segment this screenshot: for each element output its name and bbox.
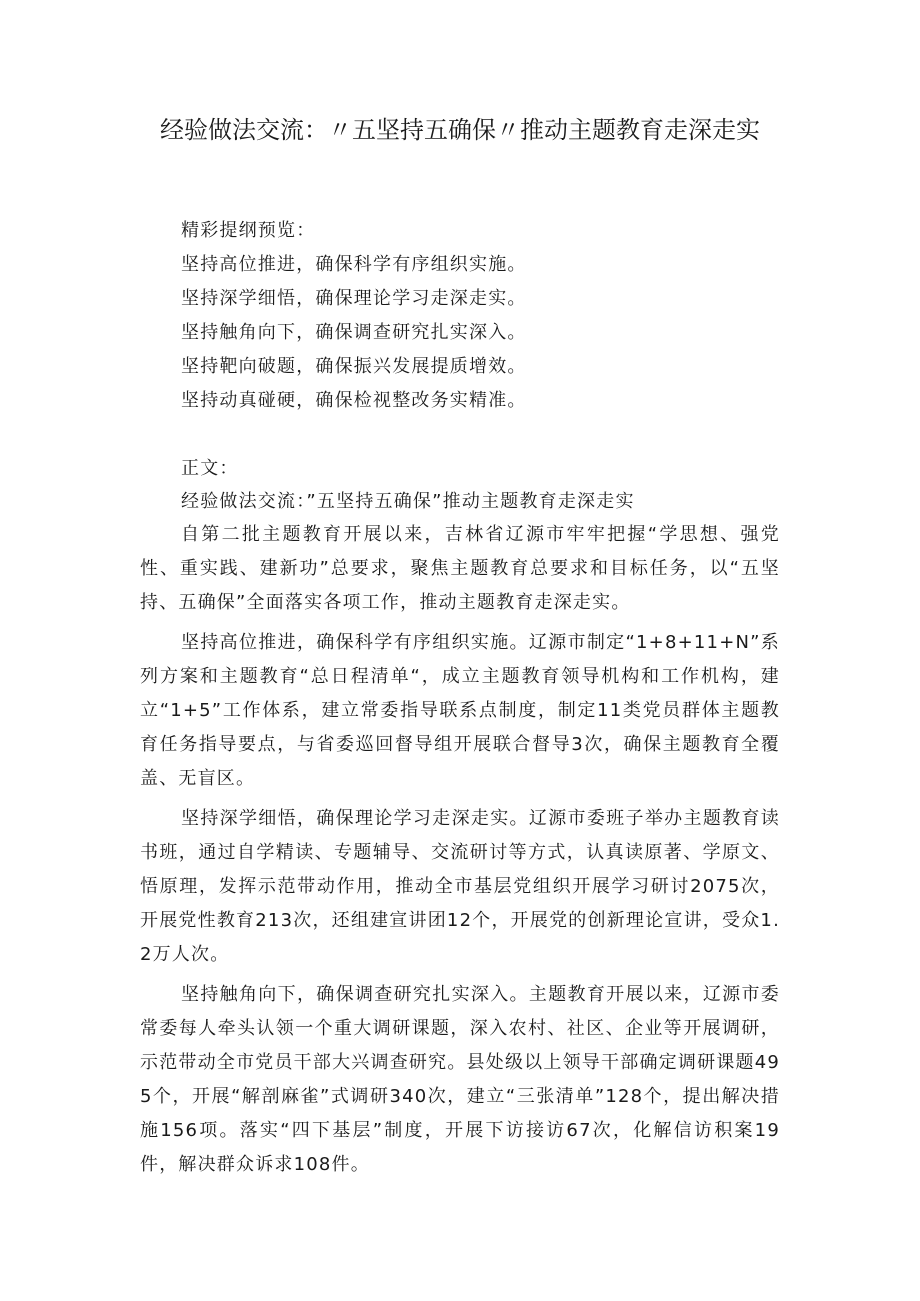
body-label: 正文： bbox=[181, 458, 239, 479]
outline-section bbox=[181, 214, 781, 418]
outline-item: 坚持高位推进，确保科学有序组织实施。 bbox=[181, 254, 527, 275]
outline-item: 坚持靶向破题，确保振兴发展提质增效。 bbox=[181, 356, 527, 377]
body-paragraph: 坚持高位推进，确保科学有序组织实施。辽源市制定“1+8+11+N”系列方案和主题教育“总日程清单“，成立主题教育领导机构和工作机构，建立“1+5”工作体系，建立常委指导联系点制度，制定11类党员群体主题教育任务指导要点，与省委巡回督导组开展联合督导3次，确保主题教育全覆盖、无盲区。 bbox=[140, 632, 780, 789]
outline-item: 坚持动真碰硬，确保检视整改务实精准。 bbox=[181, 390, 527, 411]
outline-item: 坚持深学细悟，确保理论学习走深走实。 bbox=[181, 288, 527, 309]
body-paragraph: 坚持触角向下，确保调查研究扎实深入。主题教育开展以来，辽源市委常委每人牵头认领一个重大调研课题，深入农村、社区、企业等开展调研，示范带动全市党员干部大兴调查研究。县处级以上领导干部确定调研课题495个，开展“解剖麻雀”式调研340次，建立“三张清单”128个，提出解决措施156项。落实“四下基层”制度，开展下访接访67次，化解信访积案19件，解决群众诉求108件。 bbox=[140, 984, 780, 1175]
body-paragraph: 自第二批主题教育开展以来，吉林省辽源市牢牢把握“学思想、强党性、重实践、建新功”总要求，聚焦主题教育总要求和目标任务，以“五坚持、五确保”全面落实各项工作，推动主题教育走深走实。 bbox=[140, 524, 780, 613]
outline-heading: 精彩提纲预览： bbox=[181, 220, 316, 241]
body-subtitle: 经验做法交流：”五坚持五确保”推动主题教育走深走实 bbox=[181, 491, 635, 512]
outline-item: 坚持触角向下，确保调查研究扎实深入。 bbox=[181, 322, 527, 343]
document-title: 经验做法交流：〃五坚持五确保〃推动主题教育走深走实 bbox=[160, 116, 760, 144]
body-section bbox=[140, 452, 780, 1182]
body-paragraph: 坚持深学细悟，确保理论学习走深走实。辽源市委班子举办主题教育读书班，通过自学精读、专题辅导、交流研讨等方式，认真读原著、学原文、悟原理，发挥示范带动作用，推动全市基层党组织开展学习研讨2075次，开展党性教育213次，还组建宣讲团12个，开展党的创新理论宣讲，受众1.2万人次。 bbox=[140, 808, 780, 965]
